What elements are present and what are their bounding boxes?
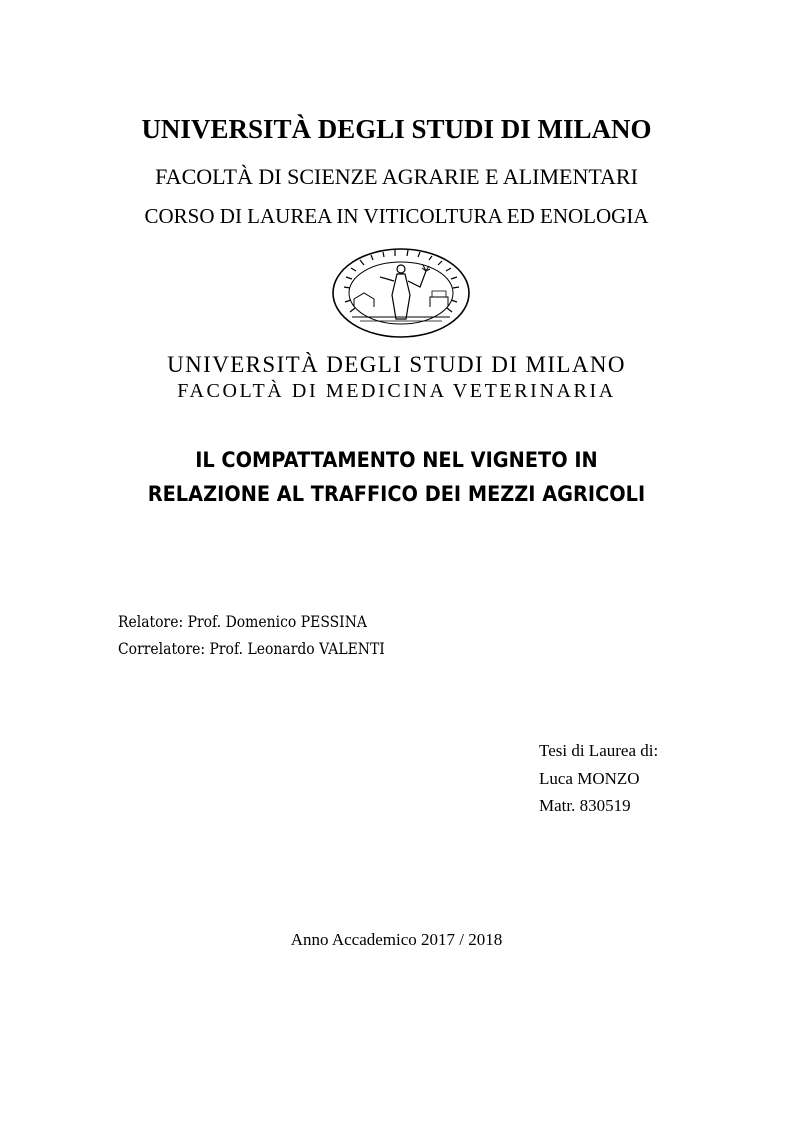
- university-seal-icon: [330, 247, 472, 339]
- logo-university-line: UNIVERSITÀ DEGLI STUDI DI MILANO: [167, 352, 626, 377]
- university-title: UNIVERSITÀ DEGLI STUDI DI MILANO: [141, 114, 652, 144]
- thesis-title-line-2: RELAZIONE AL TRAFFICO DEI MEZZI AGRICOLI: [147, 482, 646, 506]
- candidate-matricola: Matr. 830519: [539, 796, 631, 815]
- faculty-name: FACOLTÀ DI SCIENZE AGRARIE E ALIMENTARI: [155, 164, 638, 189]
- logo-faculty-line: FACOLTÀ DI MEDICINA VETERINARIA: [177, 380, 616, 402]
- thesis-title-line-1: IL COMPATTAMENTO NEL VIGNETO IN: [195, 448, 598, 472]
- relatore-line: Relatore: Prof. Domenico PESSINA: [118, 613, 367, 631]
- candidate-name: Luca MONZO: [539, 769, 640, 788]
- thesis-by-label: Tesi di Laurea di:: [539, 741, 659, 760]
- correlatore-line: Correlatore: Prof. Leonardo VALENTI: [118, 640, 385, 658]
- academic-year: Anno Accademico 2017 / 2018: [290, 930, 503, 949]
- course-name: CORSO DI LAUREA IN VITICOLTURA ED ENOLOGIA: [144, 204, 649, 228]
